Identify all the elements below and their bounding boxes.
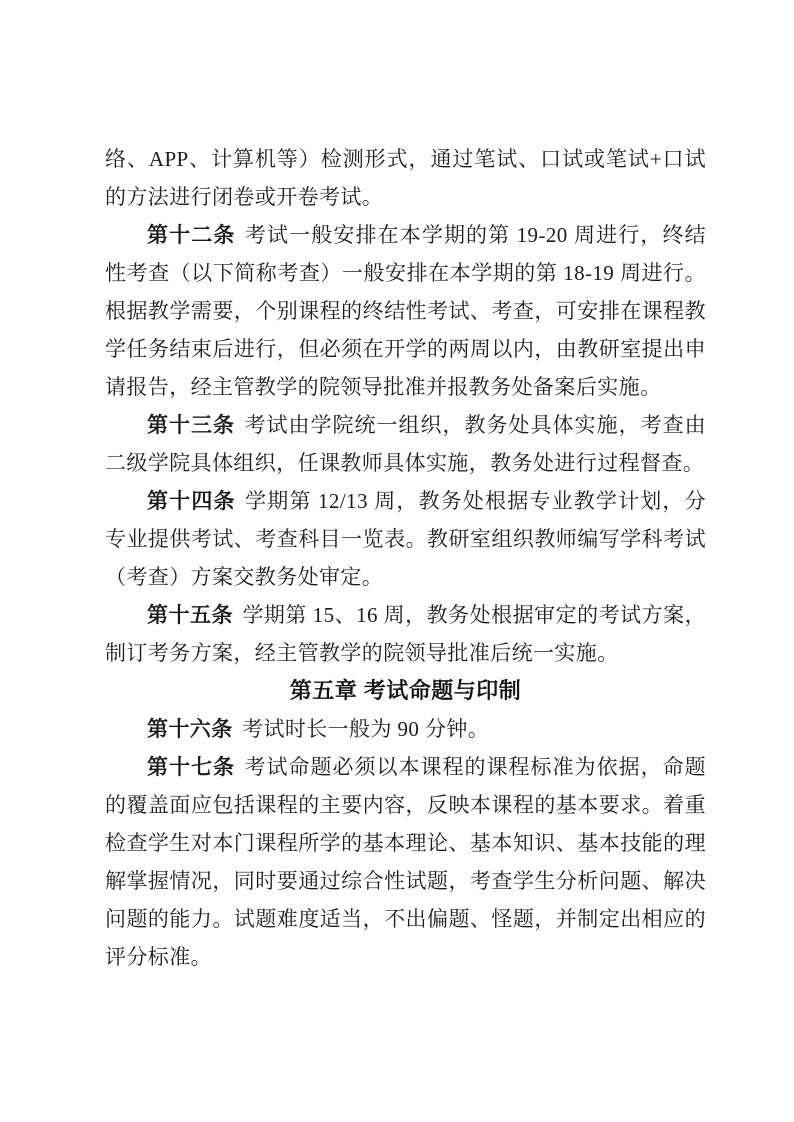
article-16-term: 第十六条 [147, 717, 233, 741]
article-13 [105, 406, 706, 482]
article-15 [105, 596, 706, 672]
paragraph-continuation-text: 络、APP、计算机等）检测形式，通过笔试、口试或笔试+口试的方法进行闭卷或开卷考试。 [105, 147, 706, 209]
chapter-heading: 第五章 考试命题与印制 [289, 678, 522, 703]
article-13-term: 第十三条 [147, 413, 236, 437]
paragraph-continuation [105, 140, 706, 216]
article-16 [105, 710, 706, 748]
article-13-text: 考试由学院统一组织，教务处具体实施，考查由二级学院具体组织，任课教师具体实施，教务处进行过程督查。 [105, 413, 706, 475]
article-16-text: 考试时长一般为 90 分钟。 [242, 717, 490, 741]
article-14 [105, 482, 706, 596]
article-15-text: 学期第 15、16 周，教务处根据审定的考试方案，制订考务方案，经主管教学的院领导批准后统一实施。 [105, 603, 706, 665]
article-15-term: 第十五条 [147, 603, 233, 627]
article-14-text: 学期第 12/13 周，教务处根据专业教学计划，分专业提供考试、考查科目一览表。教研室组织教师编写学科考试（考查）方案交教务处审定。 [105, 489, 706, 589]
article-17 [105, 748, 706, 976]
page-content [105, 140, 706, 976]
article-14-term: 第十四条 [147, 489, 236, 513]
article-12 [105, 216, 706, 406]
article-12-term: 第十二条 [147, 223, 236, 247]
article-17-text: 考试命题必须以本课程的课程标准为依据，命题的覆盖面应包括课程的主要内容，反映本课程的基本要求。着重检查学生对本门课程所学的基本理论、基本知识、基本技能的理解掌握情况，同时要通过综合性试题，考查学生分析问题、解决问题的能力。试题难度适当，不出偏题、怪题，并制定出相应的评分标准。 [105, 755, 706, 969]
article-12-text: 考试一般安排在本学期的第 19-20 周进行，终结性考查（以下简称考查）一般安排在本学期的第 18-19 周进行。根据教学需要，个别课程的终结性考试、考查，可安排在课程教学任务结束后进行，但必须在开学的两周以内，由教研室提出申请报告，经主管教学的院领导批准并报教务处备案后实施。 [105, 223, 706, 399]
article-17-term: 第十七条 [147, 755, 236, 779]
